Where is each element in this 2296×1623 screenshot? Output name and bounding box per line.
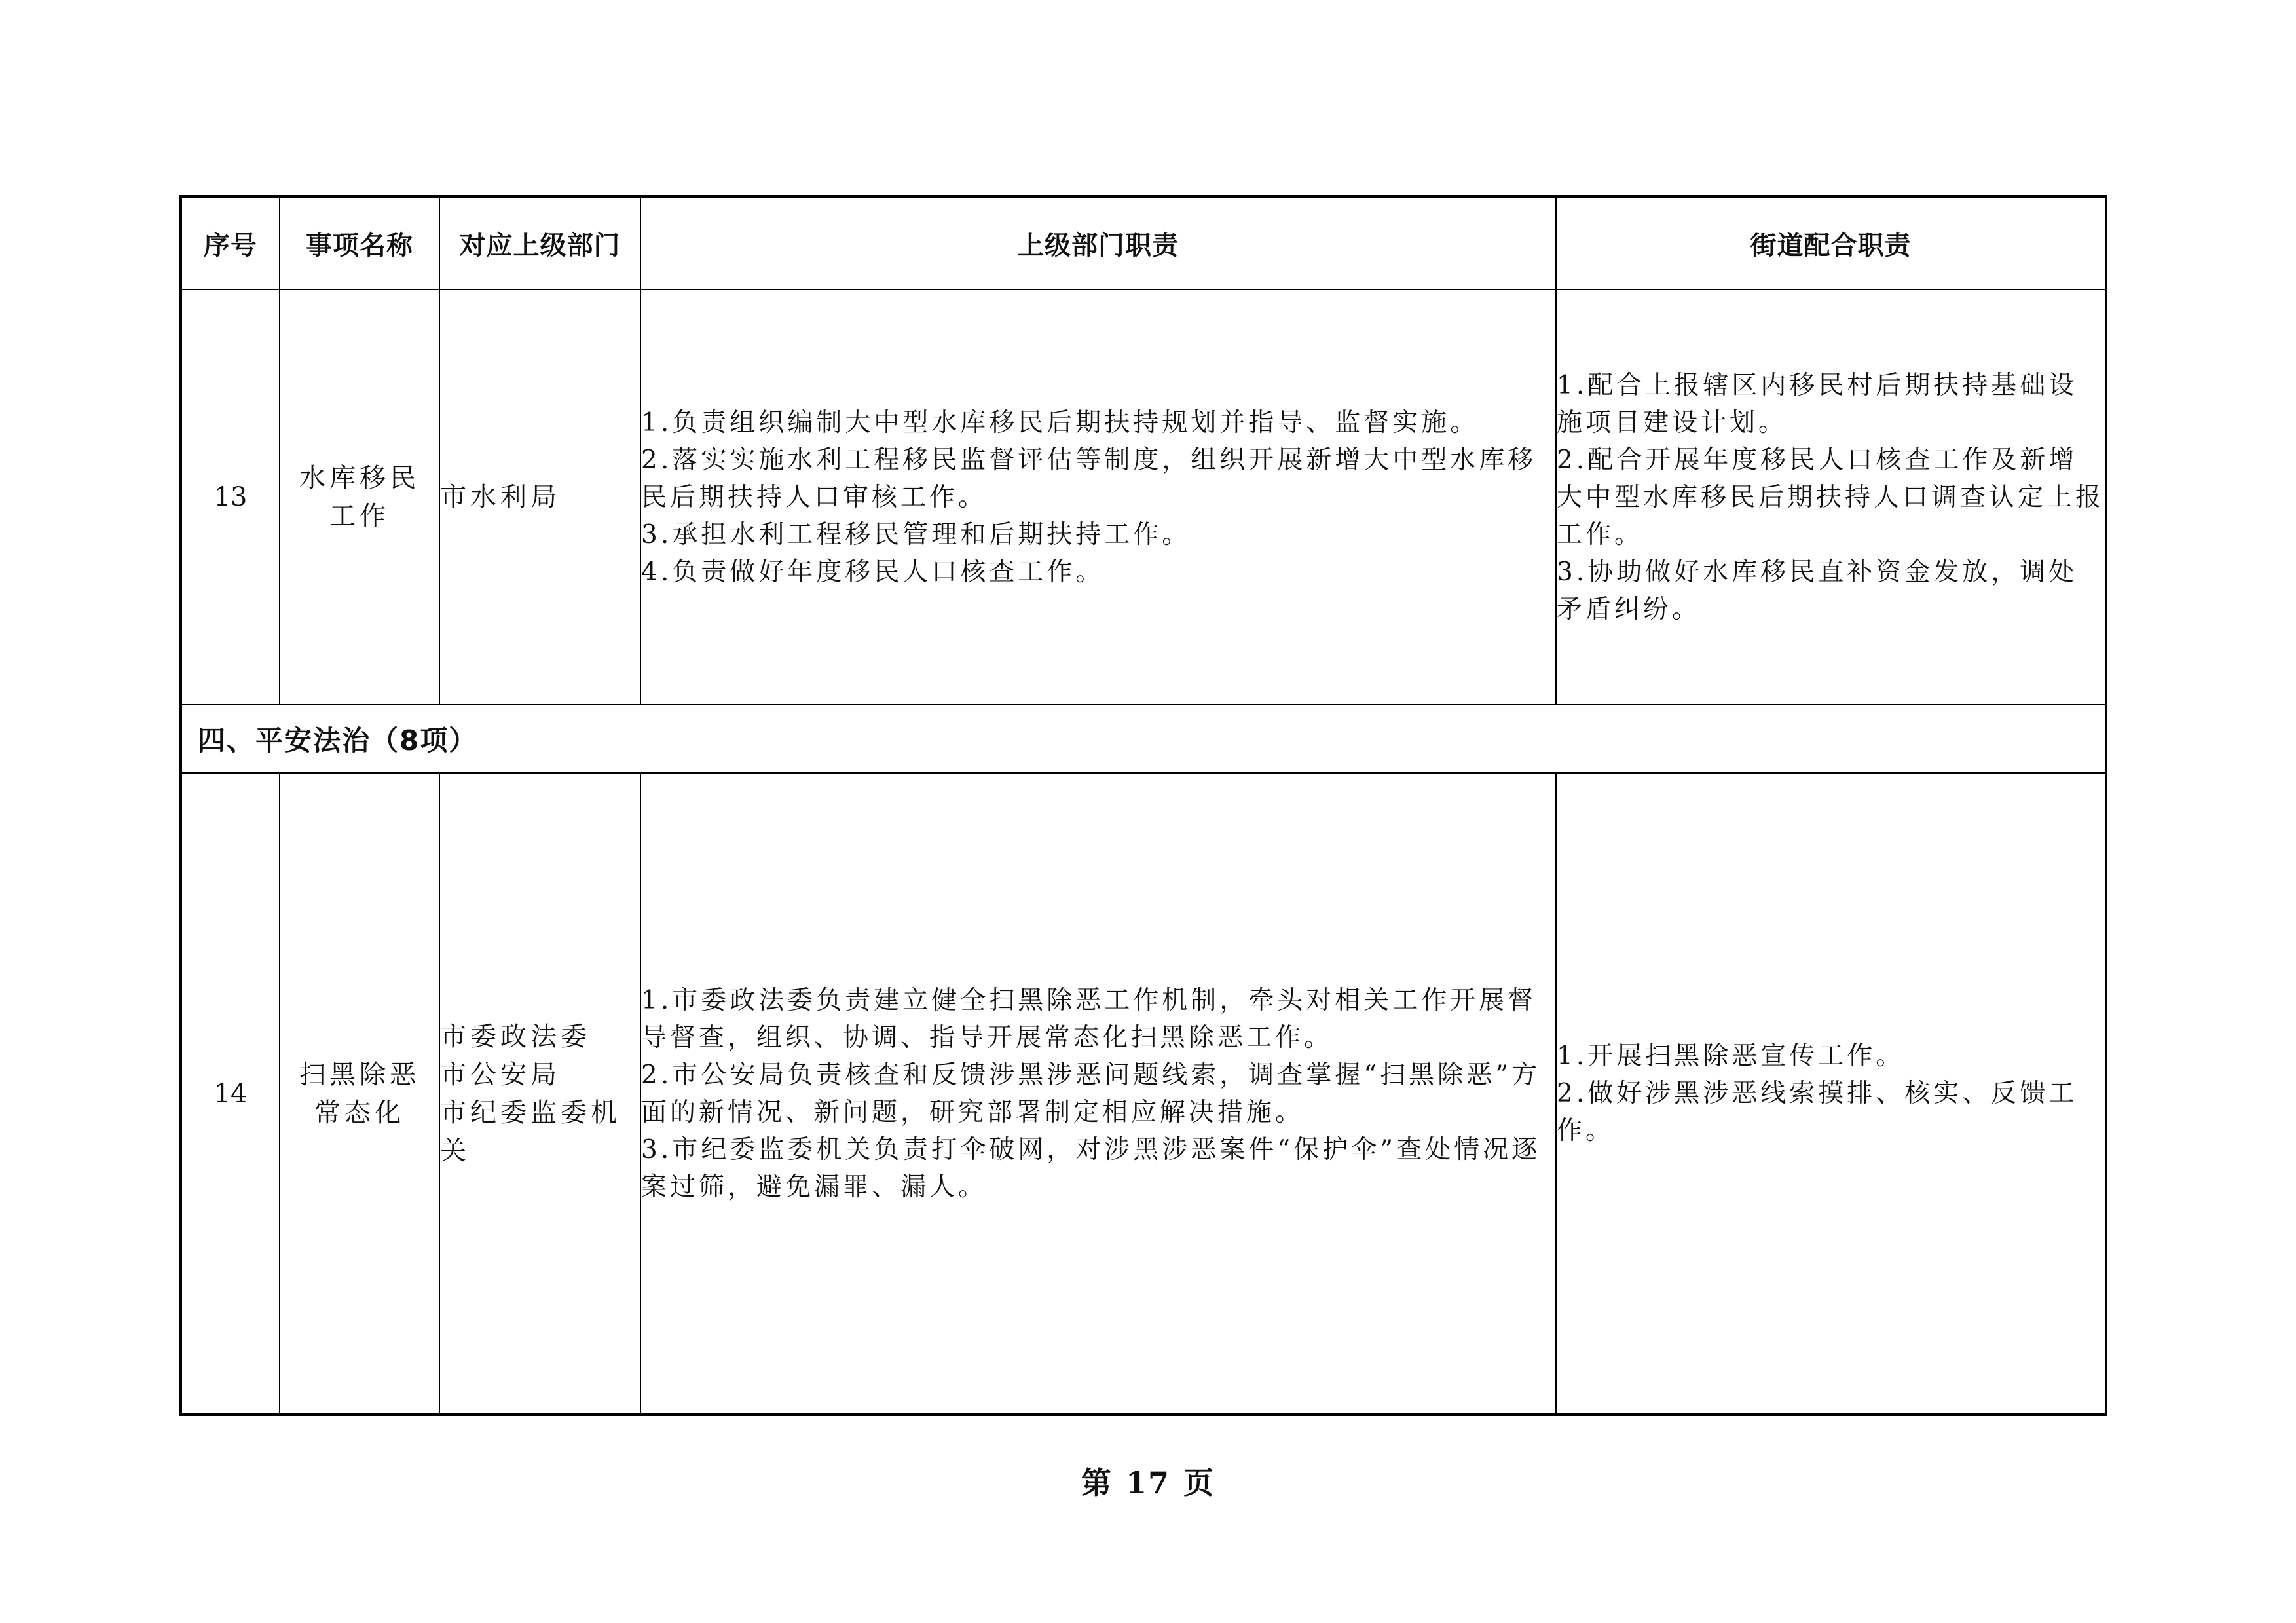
dept-line: 市水利局 xyxy=(440,482,561,512)
header-upper-duties: 上级部门职责 xyxy=(640,196,1556,289)
item-name-line: 常态化 xyxy=(314,1097,405,1128)
duty-item: 3.承担水利工程移民管理和后期扶持工作。 xyxy=(641,519,1191,550)
item-name xyxy=(280,773,439,1415)
row-number: 13 xyxy=(181,289,280,705)
table-row xyxy=(181,773,2106,1415)
upper-dept xyxy=(439,773,640,1415)
dept-line: 市纪委监委机关 xyxy=(440,1097,621,1166)
duty-item: 2.市公安局负责核查和反馈涉黑涉恶问题线索，调查掌握“扫黑除恶”方面的新情况、新问题，研究部署制定相应解决措施。 xyxy=(641,1060,1541,1127)
duty-item: 1.市委政法委负责建立健全扫黑除恶工作机制，牵头对相关工作开展督导督查，组织、协调、指导开展常态化扫黑除恶工作。 xyxy=(641,985,1537,1053)
section-row xyxy=(181,705,2106,773)
duty-item: 2.做好涉黑涉恶线索摸排、核实、反馈工作。 xyxy=(1557,1079,2078,1146)
item-name-line: 工作 xyxy=(329,501,390,531)
dept-line: 市委政法委 xyxy=(440,1021,591,1052)
duty-item: 2.配合开展年度移民人口核查工作及新增大中型水库移民后期扶持人口调查认定上报工作。 xyxy=(1557,445,2105,550)
header-street-duties: 街道配合职责 xyxy=(1556,196,2106,289)
street-duties xyxy=(1556,773,2106,1415)
duty-item: 1.开展扫黑除恶宣传工作。 xyxy=(1557,1041,1905,1071)
street-duties xyxy=(1556,289,2106,705)
page-suffix: 页 xyxy=(1183,1465,1215,1501)
duty-item: 3.协助做好水库移民直补资金发放，调处矛盾纠纷。 xyxy=(1557,557,2078,624)
upper-duties xyxy=(640,773,1556,1415)
item-name xyxy=(280,289,439,705)
item-name-line: 水库移民 xyxy=(299,463,420,493)
upper-duties xyxy=(640,289,1556,705)
duty-item: 1.负责组织编制大中型水库移民后期扶持规划并指导、监督实施。 xyxy=(641,407,1479,438)
upper-dept xyxy=(439,289,640,705)
page-number: 17 xyxy=(1125,1465,1170,1501)
row-number: 14 xyxy=(181,773,280,1415)
item-name-line: 扫黑除恶 xyxy=(299,1059,420,1090)
page-prefix: 第 xyxy=(1081,1465,1113,1501)
responsibility-table xyxy=(179,195,2107,1416)
duty-item: 1.配合上报辖区内移民村后期扶持基础设施项目建设计划。 xyxy=(1557,370,2078,438)
duty-item: 3.市纪委监委机关负责打伞破网，对涉黑涉恶案件“保护伞”查处情况逐案过筛，避免漏罪、漏人。 xyxy=(641,1134,1541,1202)
table-header-row xyxy=(181,196,2106,289)
duty-item: 4.负责做好年度移民人口核查工作。 xyxy=(641,557,1105,587)
page-footer xyxy=(0,1459,2296,1502)
header-item-name: 事项名称 xyxy=(280,196,439,289)
duty-item: 2.落实实施水利工程移民监督评估等制度，组织开展新增大中型水库移民后期扶持人口审核工作。 xyxy=(641,445,1537,512)
dept-line: 市公安局 xyxy=(440,1059,561,1090)
section-title: 四、平安法治（8项） xyxy=(181,705,2106,773)
header-seq: 序号 xyxy=(181,196,280,289)
table-row xyxy=(181,289,2106,705)
header-upper-dept: 对应上级部门 xyxy=(439,196,640,289)
